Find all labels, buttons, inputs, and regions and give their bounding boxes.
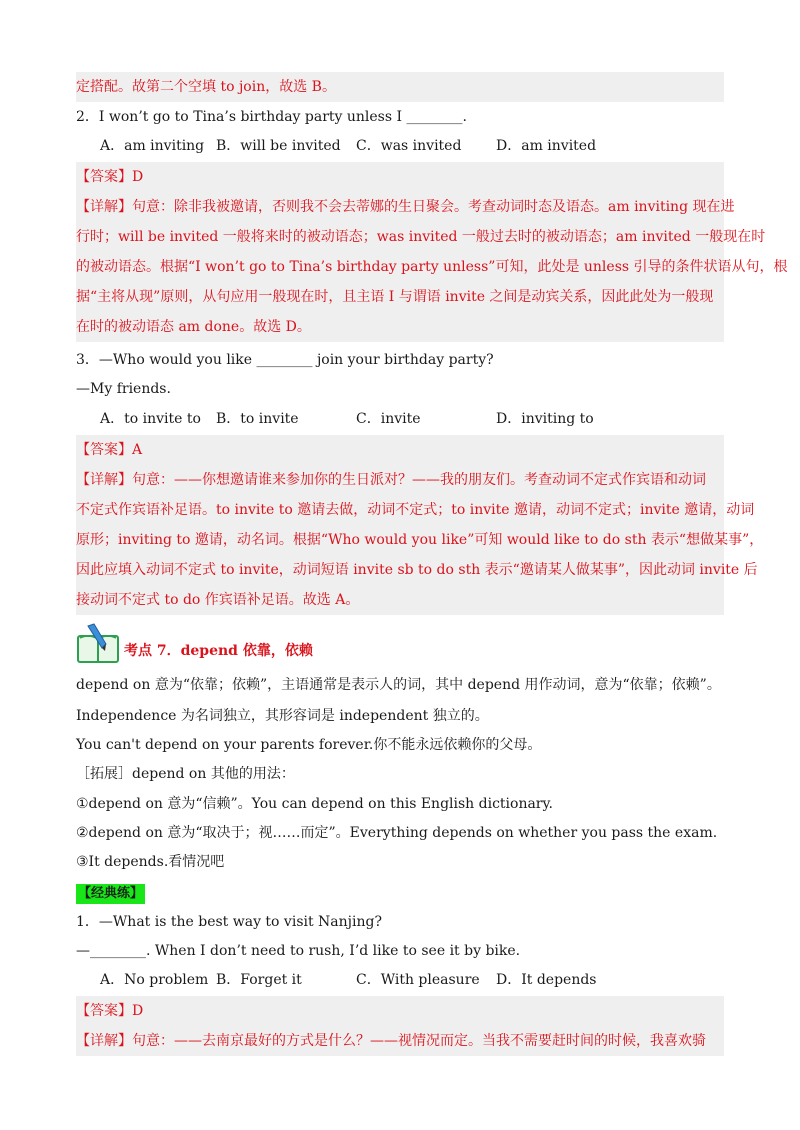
book-pen-icon bbox=[76, 622, 122, 664]
practice-1-stem: 1．—What is the best way to visit Nanjing? bbox=[76, 914, 382, 930]
detail-line: 【详解】句意：——你想邀请谁来参加你的生日派对？——我的朋友们。考查动词不定式作宾语和动词 bbox=[76, 472, 706, 488]
detail-line: 行时；will be invited 一般将来时的被动语态；was invited 一般过去时的被动语态；am invited 一般现在时 bbox=[76, 229, 766, 245]
answer-label: 【答案】D bbox=[76, 169, 144, 185]
section-body-line: Independence 为名词独立，其形容词是 independent 独立的。 bbox=[76, 708, 489, 724]
section-body-line: depend on 意为“依靠；依赖”，主语通常是表示人的词，其中 depend 用作动词，意为“依靠；依赖”。 bbox=[76, 677, 721, 693]
section-body-line: ③It depends.看情况吧 bbox=[76, 854, 225, 870]
option-a: A．No problem bbox=[100, 972, 209, 988]
detail-line: 接动词不定式 to do 作宾语补足语。故选 A。 bbox=[76, 592, 360, 608]
practice-badge: 【经典练】 bbox=[76, 884, 145, 904]
practice-1-answer-block bbox=[76, 996, 724, 1056]
question-3-options bbox=[100, 408, 594, 430]
option-d: D．inviting to bbox=[496, 411, 594, 427]
answer-label: 【答案】A bbox=[76, 442, 143, 458]
option-a: A．am inviting bbox=[100, 138, 205, 154]
detail-line: 【详解】句意：除非我被邀请，否则我不会去蒂娜的生日聚会。考查动词时态及语态。am inviting 现在进 bbox=[76, 199, 735, 215]
practice-1-options bbox=[100, 969, 597, 991]
practice-1-reply: —________. When I don’t need to rush, I’d like to see it by bike. bbox=[76, 943, 521, 959]
detail-line: 据“主将从现”原则，从句应用一般现在时，且主语 I 与谓语 invite 之间是动宾关系，因此此处为一般现 bbox=[76, 289, 714, 305]
question-3-answer-block bbox=[76, 435, 764, 615]
option-c: C．was invited bbox=[356, 138, 462, 154]
section-title: 考点 7．depend 依靠，依赖 bbox=[124, 643, 313, 659]
option-a: A．to invite to bbox=[100, 411, 201, 427]
question-2-stem: 2．I won’t go to Tina’s birthday party unless I ________. bbox=[76, 109, 467, 125]
detail-line: 不定式作宾语补足语。to invite to 邀请去做，动词不定式；to invite 邀请，动词不定式；invite 邀请，动词 bbox=[76, 502, 755, 518]
option-c: C．invite bbox=[356, 411, 421, 427]
detail-line: 因此应填入动词不定式 to invite，动词短语 invite sb to do sth 表示“邀请某人做某事”，因此动词 invite 后 bbox=[76, 562, 758, 578]
detail-line: 在时的被动语态 am done。故选 D。 bbox=[76, 319, 311, 335]
answer-label: 【答案】D bbox=[76, 1003, 144, 1019]
section-body-line: You can't depend on your parents forever.你不能永远依赖你的父母。 bbox=[76, 737, 542, 753]
option-c: C．With pleasure bbox=[356, 972, 480, 988]
prev-detail-line: 定搭配。故第二个空填 to join，故选 B。 bbox=[76, 79, 336, 95]
section-body-line: ［拓展］depend on 其他的用法： bbox=[76, 766, 295, 782]
detail-line: 的被动语态。根据“I won’t go to Tina’s birthday party unless”可知，此处是 unless 引导的条件状语从句，根 bbox=[76, 259, 788, 275]
detail-line: 原形；inviting to 邀请，动名词。根据“Who would you like”可知 would like to do sth 表示“想做某事”， bbox=[76, 532, 764, 548]
section-body-line: ①depend on 意为“信赖”。You can depend on this English dictionary. bbox=[76, 796, 554, 812]
option-d: D．It depends bbox=[496, 972, 597, 988]
section-body-line: ②depend on 意为“取决于；视……而定”。Everything depends on whether you pass the exam. bbox=[76, 825, 718, 841]
section-heading bbox=[76, 620, 313, 664]
option-b: B．to invite bbox=[216, 411, 299, 427]
option-d: D．am invited bbox=[496, 138, 597, 154]
option-b: B．will be invited bbox=[216, 138, 341, 154]
option-b: B．Forget it bbox=[216, 972, 302, 988]
question-3-reply: —My friends. bbox=[76, 381, 171, 397]
detail-line: 【详解】句意：——去南京最好的方式是什么？——视情况而定。当我不需要赶时间的时候，我喜欢骑 bbox=[76, 1033, 706, 1049]
question-2-options bbox=[100, 135, 596, 157]
question-2-answer-block bbox=[76, 162, 788, 342]
prev-answer-tail bbox=[76, 72, 724, 102]
question-3-stem: 3．—Who would you like ________ join your birthday party? bbox=[76, 352, 494, 368]
